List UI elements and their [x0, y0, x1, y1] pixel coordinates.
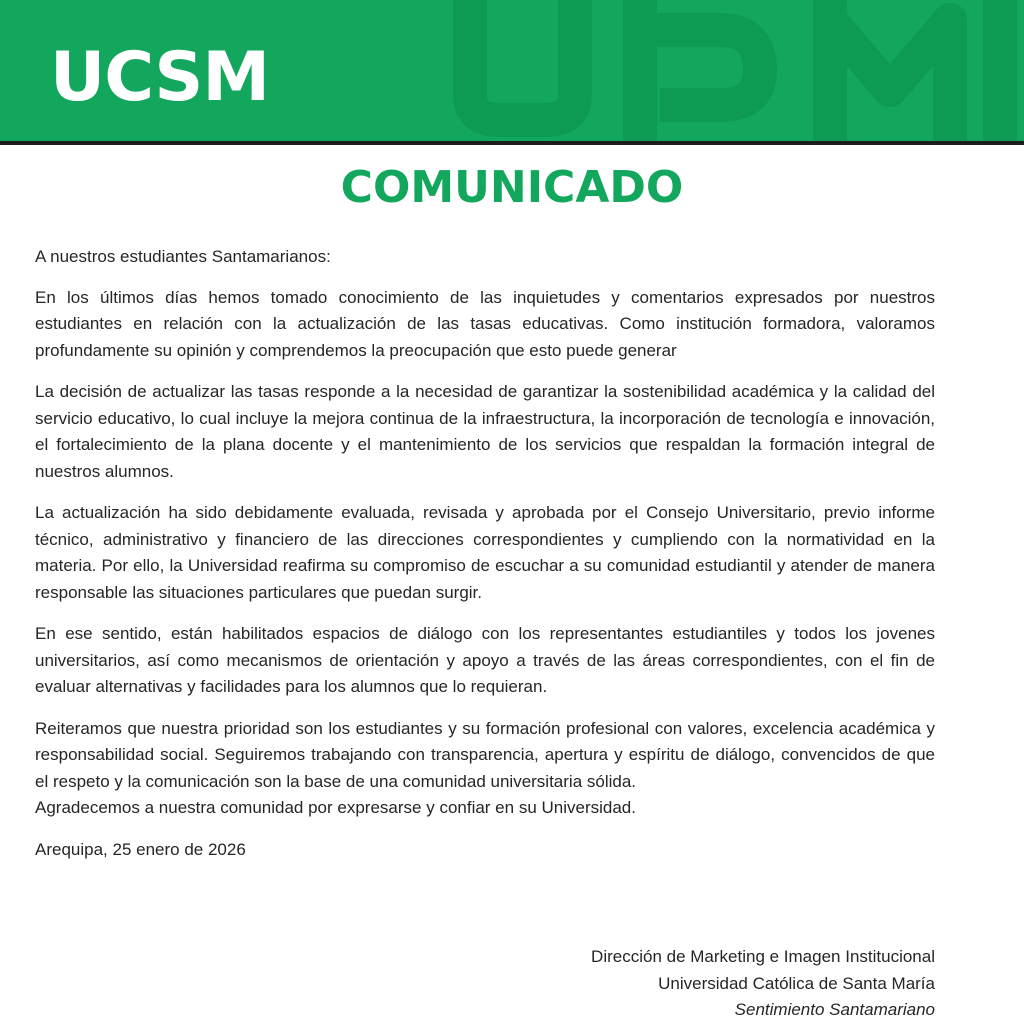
greeting: A nuestros estudiantes Santamarianos: [35, 247, 331, 266]
paragraph: En los últimos días hemos tomado conocimiento de las inquietudes y comentarios expresados por nuestros estudiantes en relación con la actualización de las tasas educativas. Como institución formadora, valoramos profundamente su opinión y comprendemos la preocupación que esto puede generar [35, 287, 935, 360]
document-title: COMUNICADO [340, 162, 684, 213]
header-divider [0, 141, 1024, 145]
paragraph: La decisión de actualizar las tasas responde a la necesidad de garantizar la sostenibilidad académica y la calidad del servicio educativo, lo cual incluye la mejora continua de la infraestructura, la incorporación de tecnología e innovación, el fortalecimiento de la plana docente y el mantenimiento de los servicios que respaldan la formación integral de nuestros alumnos. [35, 382, 935, 481]
signature-block [591, 944, 935, 1024]
paragraph: La actualización ha sido debidamente evaluada, revisada y aprobada por el Consejo Universitario, previo informe técnico, administrativo y financiero de las direcciones correspondientes y cumpliendo con la normatividad en la materia. Por ello, la Universidad reafirma su compromiso de escuchar a su comunidad estudiantil y atender de manera responsable las situaciones particulares que puedan surgir. [35, 503, 935, 602]
city-date: Arequipa, 25 enero de 2026 [35, 839, 246, 859]
document-body [35, 244, 935, 878]
signature-institution: Universidad Católica de Santa María [658, 973, 935, 993]
paragraph: En ese sentido, están habilitados espacios de diálogo con los representantes estudiantiles y todos los jovenes universitarios, así como mecanismos de orientación y apoyo a través de las áreas correspondientes, con el fin de evaluar alternativas y facilidades para los alumnos que lo requieran. [35, 624, 935, 696]
header-banner [0, 0, 1024, 141]
signature-office: Dirección de Marketing e Imagen Institucional [591, 947, 935, 966]
paragraph: Reiteramos que nuestra prioridad son los estudiantes y su formación profesional con valores, excelencia académica y responsabilidad social. Seguiremos trabajando con transparencia, apertura y espíritu de diálogo, convencidos de que el respeto y la comunicación son la base de una comunidad universitaria sólida. [35, 718, 935, 791]
closing-line: Agradecemos a nuestra comunidad por expresarse y confiar en su Universidad. [35, 798, 636, 817]
ucsm-logo: UCSM [50, 38, 270, 117]
signature-tagline: Sentimiento Santamariano [734, 1000, 935, 1019]
